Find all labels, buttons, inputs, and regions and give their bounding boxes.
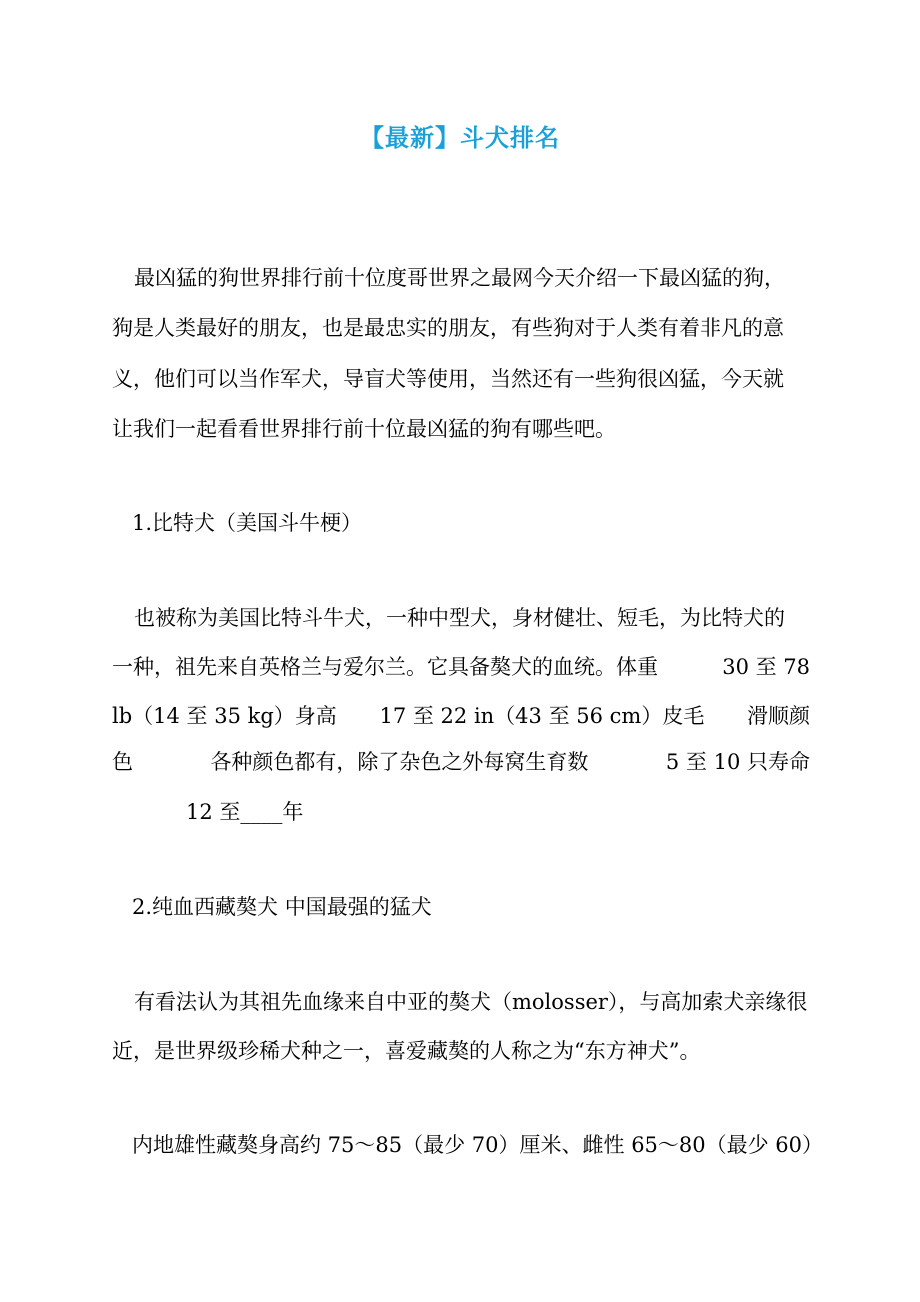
section1-line-2-text: 一种，祖先来自英格兰与爱尔兰。它具备獒犬的血统。体重: [112, 655, 658, 679]
section2-heading: 2.纯血西藏獒犬 中国最强的猛犬: [132, 895, 432, 919]
litter-size: 5 至 10 只寿命: [665, 750, 810, 774]
section2-para2-line-1: 内地雄性藏獒身高约 75～85（最少 70）厘米、雌性 65～80（最少 60）: [132, 1133, 824, 1157]
intro-line-2: 狗是人类最好的朋友，也是最忠实的朋友，有些狗对于人类有着非凡的意: [112, 316, 784, 340]
section2-para1-line-2: 近，是世界级珍稀犬种之一，喜爱藏獒的人称之为“东方神犬”。: [112, 1039, 701, 1063]
weight-kg: lb（14 至 35 kg）身高: [112, 704, 337, 728]
intro-line-3: 义，他们可以当作军犬，导盲犬等使用，当然还有一些狗很凶猛，今天就: [112, 367, 784, 391]
weight-range: 30 至 78: [722, 655, 810, 679]
section1-line-3: [112, 702, 810, 730]
section1-line-4: [112, 748, 810, 776]
section1-line-1: 也被称为美国比特斗牛犬，一种中型犬，身材健壮、短毛，为比特犬的: [134, 606, 785, 630]
intro-line-4: 让我们一起看看世界排行前十位最凶猛的狗有哪些吧。: [112, 417, 616, 441]
section1-heading: 1.比特犬（美国斗牛梗）: [132, 511, 363, 535]
page-title: 【最新】斗犬排名: [360, 123, 560, 152]
section1-line-2: [112, 653, 810, 681]
color-label: 色: [112, 750, 133, 774]
coat-label: 滑顺颜: [747, 704, 810, 728]
height-range: 17 至 22 in（43 至 56 cm）皮毛: [379, 704, 705, 728]
intro-line-1: [112, 264, 810, 292]
lifespan: 12 至____年: [186, 800, 304, 824]
color-text: 各种颜色都有，除了杂色之外每窝生育数: [210, 750, 589, 774]
intro-line-1-text: 最凶猛的狗世界排行前十位度哥世界之最网今天介绍一下最凶猛的狗，: [134, 266, 785, 290]
section2-para1-line-1: 有看法认为其祖先血缘来自中亚的獒犬（molosser），与高加索犬亲缘很: [134, 990, 808, 1014]
